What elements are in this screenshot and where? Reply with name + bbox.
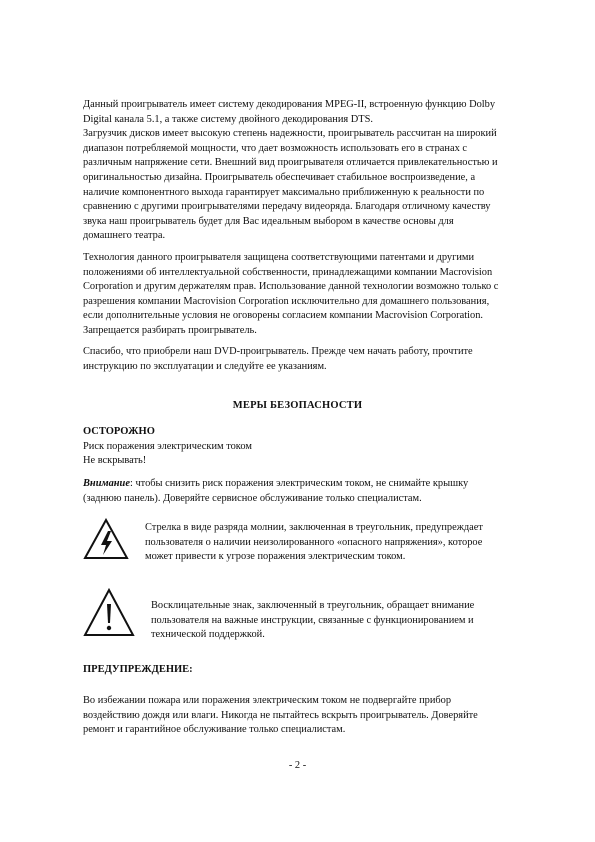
lightning-triangle-icon — [83, 518, 129, 560]
lightning-text-line: может привести к угрозе поражения электрическим током. — [145, 551, 406, 563]
exclamation-description — [151, 599, 551, 643]
thanks-line: Спасибо, что приобрели наш DVD-проигрыватель. Прежде чем начать работу, прочтите — [83, 346, 473, 357]
attention-line-1 — [83, 477, 553, 492]
exclamation-triangle-icon — [83, 588, 135, 638]
technology-line: положениями об интеллектуальной собственности, принадлежащими компании Macrovision — [83, 266, 493, 278]
warning-paragraph — [83, 694, 553, 738]
intro-line: звука наш проигрыватель будет для Вас идеальным выбором в качестве основы для — [83, 215, 454, 227]
intro-line: сравнению с другими проигрывателями передачу видеоряда. Благодаря отличному качеству — [83, 201, 491, 213]
technology-line: Corporation и другим держателям прав. Использование данной технологии возможно только с — [83, 281, 499, 293]
warning-line: Во избежании пожара или поражения электрическим током не подвергайте прибор — [83, 695, 452, 706]
intro-line: Digital канала 5.1, а также систему двойного декодирования DTS. — [83, 113, 373, 125]
technology-paragraph — [83, 251, 553, 339]
caution-title: ОСТОРОЖНО — [83, 426, 155, 437]
lightning-description — [145, 521, 545, 565]
intro-line: оригинальностью дизайна. Проигрыватель обеспечивает стабильное воспроизведение, а — [83, 171, 476, 183]
attention-rest: : чтобы снизить риск поражения электрическим током, не снимайте крышку — [129, 478, 469, 489]
warning-heading: ПРЕДУПРЕЖДЕНИЕ: — [83, 664, 193, 675]
caution-block — [83, 425, 553, 469]
lightning-text-line: Стрелка в виде разряда молнии, заключенная в треугольник, предупреждает — [145, 522, 483, 533]
intro-line: диапазон потребляемой мощности, что дает возможность использовать его в странах с — [83, 142, 467, 154]
page-number: - 2 - — [288, 760, 307, 771]
attention-line-2: (заднюю панель). Доверяйте сервисное обслуживание только специалистам. — [83, 492, 422, 504]
exclamation-text-line: технической поддержкой. — [151, 629, 265, 641]
intro-line: Данный проигрыватель имеет систему декодирования MPEG-II, встроенную функцию Dolby — [83, 99, 496, 110]
intro-line: домашнего театра. — [83, 230, 166, 242]
thanks-line: инструкцию по эксплуатации и следуйте ее указаниям. — [83, 360, 327, 372]
technology-line: если дополнительные условия не оговорены согласием компании Macrovision Corporation. — [83, 310, 484, 322]
lightning-text-line: пользователя о наличии неизолированного «опасного напряжения», которое — [145, 536, 483, 548]
safety-heading: МЕРЫ БЕЗОПАСНОСТИ — [232, 400, 363, 411]
technology-line: Технология данного проигрывателя защищена соответствующими патентами и другими — [83, 252, 475, 263]
technology-line: Запрещается разбирать проигрыватель. — [83, 324, 257, 336]
warning-line: воздействию дождя или влаги. Никогда не пытайтесь вскрыть проигрыватель. Доверяйте — [83, 709, 478, 721]
warning-line: ремонт и гарантийное обслуживание только специалистам. — [83, 724, 346, 736]
exclamation-text-line: Восклицательные знак, заключенный в треугольник, обращает внимание — [151, 600, 475, 611]
intro-line: наличие компонентного выхода гарантирует максимально приближенную к реальности по — [83, 186, 485, 198]
caution-line: Риск поражения электрическим током — [83, 440, 252, 452]
exclamation-text-line: пользователя на важные инструкции, связанные с функционированием и — [151, 614, 474, 626]
attention-lead: Внимание — [83, 478, 130, 489]
attention-paragraph — [83, 477, 553, 506]
intro-line: Загрузчик дисков имеет высокую степень надежности, проигрыватель рассчитан на широкий — [83, 128, 497, 140]
thanks-paragraph — [83, 345, 553, 374]
technology-line: разрешения компании Macrovision Corporation исключительно для домашнего пользования, — [83, 295, 490, 307]
intro-paragraph — [83, 98, 553, 244]
intro-line: различным напряжение сети. Внешний вид проигрывателя отличается привлекательностью и — [83, 157, 498, 169]
caution-line: Не вскрывать! — [83, 455, 147, 467]
